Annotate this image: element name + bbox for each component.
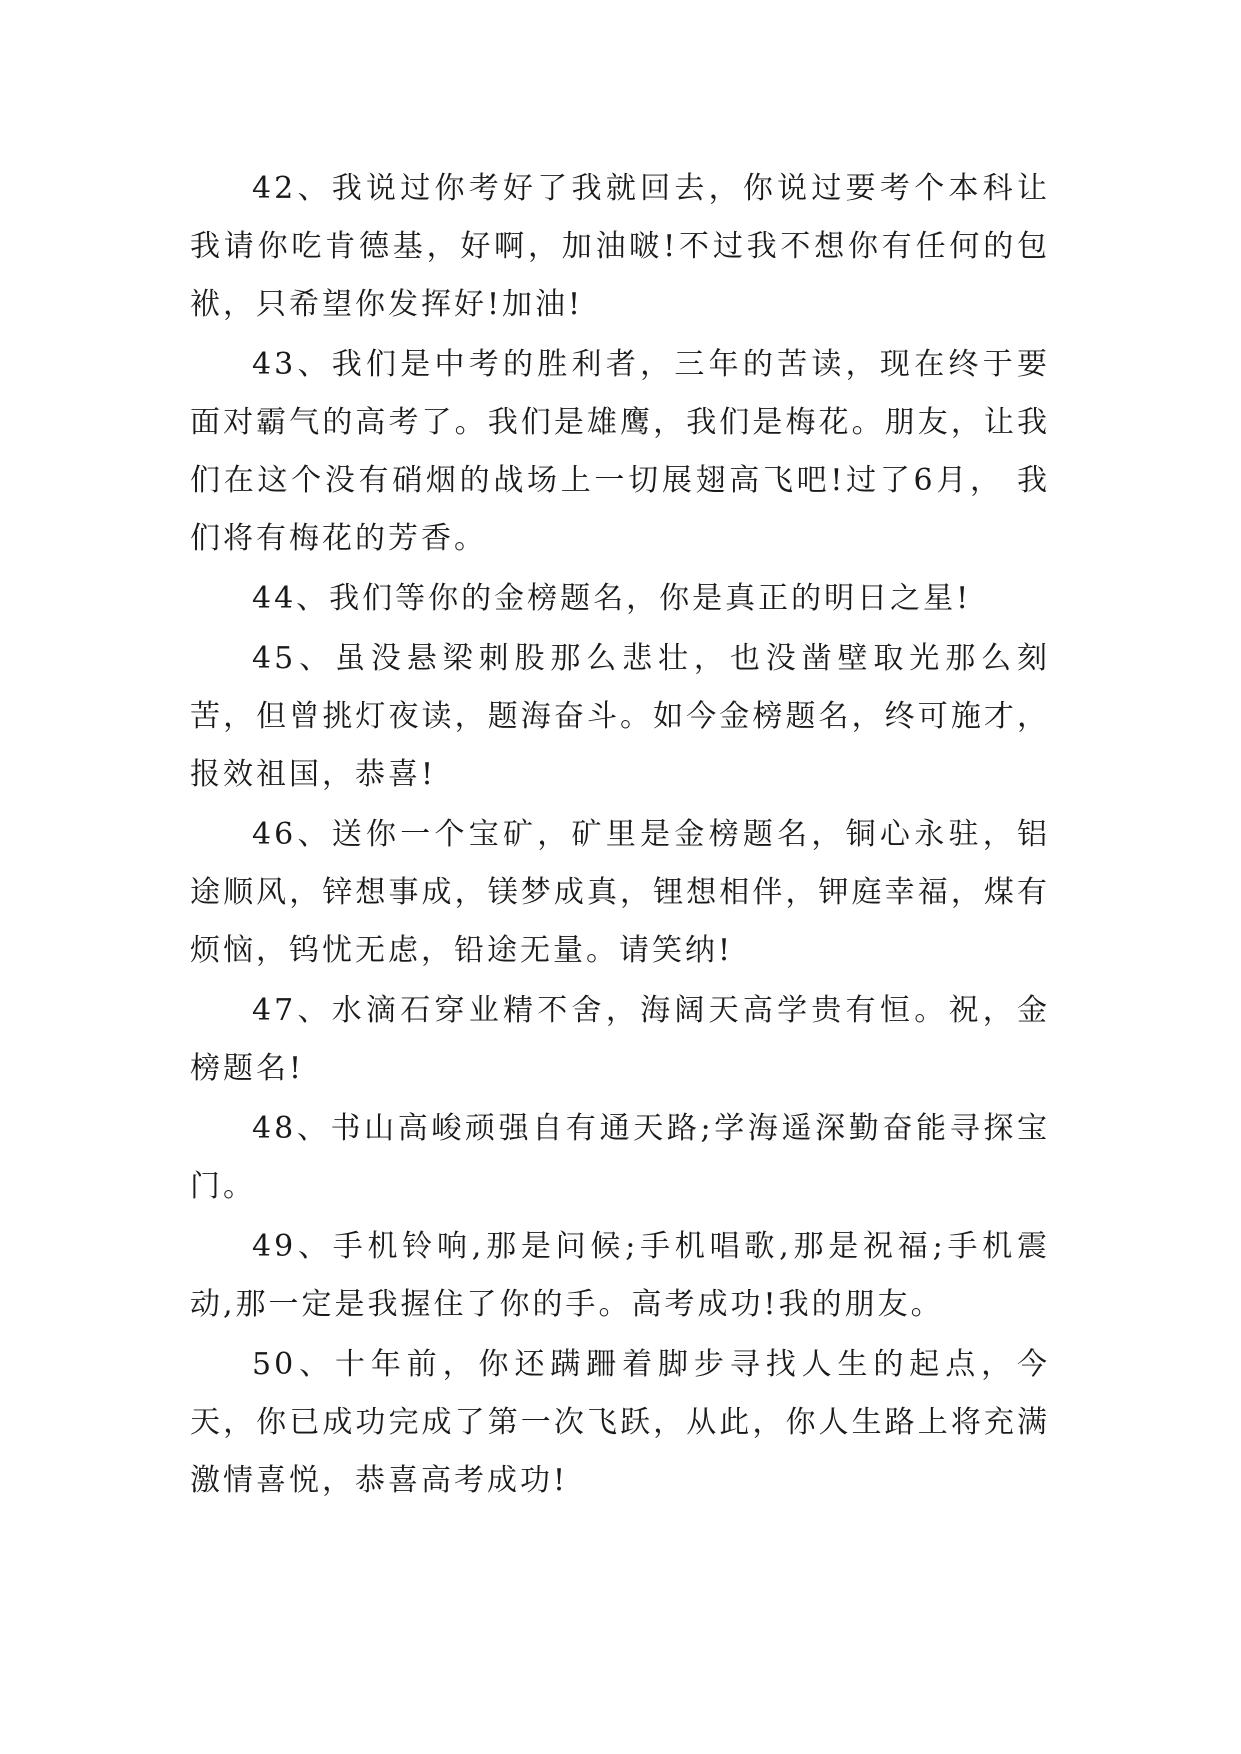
paragraph-44: 44、我们等你的金榜题名，你是真正的明日之星! xyxy=(252,581,972,616)
paragraph-48: 48、书山高峻顽强自有通天路;学海遥深勤奋能寻探宝门。 xyxy=(190,1111,1050,1204)
paragraph-46: 46、送你一个宝矿，矿里是金榜题名，铜心永驻，铝途顺风，锌想事成，镁梦成真，锂想相伴，钾庭幸福，煤有烦恼，钨忧无虑，铅途无量。请笑纳! xyxy=(190,817,1050,968)
paragraph-47: 47、水滴石穿业精不舍，海阔天高学贵有恒。祝，金榜题名! xyxy=(190,993,1050,1086)
paragraph-49: 49、手机铃响,那是问候;手机唱歌,那是祝福;手机震动,那一定是我握住了你的手。高考成功!我的朋友。 xyxy=(190,1229,1050,1322)
document-page xyxy=(190,160,1050,1512)
paragraph-42: 42、我说过你考好了我就回去，你说过要考个本科让我请你吃肯德基，好啊，加油啵!不过我不想你有任何的包袱，只希望你发挥好!加油! xyxy=(190,171,1050,322)
paragraph-43: 43、我们是中考的胜利者，三年的苦读，现在终于要面对霸气的高考了。我们是雄鹰，我们是梅花。朋友，让我们在这个没有硝烟的战场上一切展翅高飞吧!过了6月， 我们将有梅花的芳香。 xyxy=(190,347,1050,556)
paragraph-45: 45、虽没悬梁刺股那么悲壮，也没凿壁取光那么刻苦，但曾挑灯夜读，题海奋斗。如今金榜题名，终可施才，报效祖国，恭喜! xyxy=(190,641,1050,792)
paragraph-50: 50、十年前，你还蹒跚着脚步寻找人生的起点，今天，你已成功完成了第一次飞跃，从此，你人生路上将充满激情喜悦，恭喜高考成功! xyxy=(190,1347,1050,1498)
